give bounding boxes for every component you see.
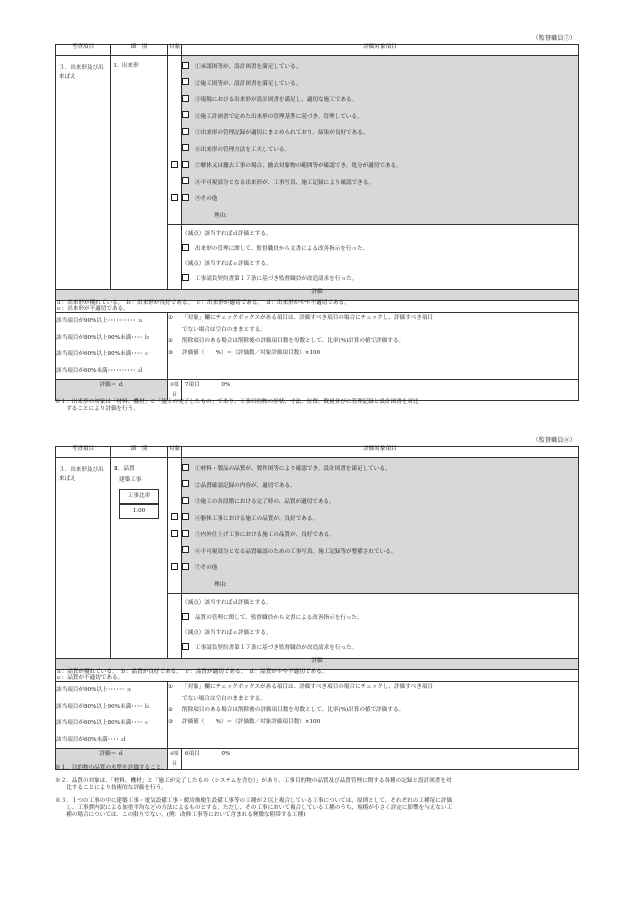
result-summary	[182, 380, 579, 401]
result-count: 0項目	[168, 380, 182, 401]
grade-criteria	[56, 313, 168, 380]
eval-item: ①材料・製品の品質が、製作図等により確認でき、設計図書を満足している。	[182, 461, 578, 478]
result-total: 6項目	[185, 751, 200, 758]
reason-label: 理由：	[214, 581, 231, 588]
evaluation-legend	[56, 301, 579, 313]
eval-item: ②品質確認記録の内容が、適切である。	[182, 478, 578, 495]
legend-line: ａ：出来形が優れている。 ｂ：出来形が良好である。 ｃ：出来形が適切である。 ｄ：出来形がやや不適切である。	[56, 300, 350, 306]
grade-line: 該当項目が90%以上･･････････ ａ	[56, 318, 143, 325]
deduction-item: 工事請負契約書第１７条に基づき監督職員が改造請求を行った。	[182, 272, 578, 287]
evaluation-legend	[56, 670, 579, 682]
col-header-item: 考査項目	[56, 45, 111, 56]
grade-line: 該当項目が80%以上90%未満････ ｂ	[56, 703, 150, 710]
deduction-checkbox[interactable]	[182, 244, 189, 251]
col-header-detail: 細 別	[111, 45, 168, 56]
eval-item: ⑤出来形の管理記録が適切にまとめられており、結果が良好である。	[182, 125, 578, 142]
note-line: ② 削除項目のある場合は削除後の評価項目数を母数として、比率(%)計算の値で評価する。	[168, 338, 405, 345]
category-cell: ３．出来形及び出来ばえ	[56, 458, 111, 659]
item-checkbox[interactable]	[182, 194, 189, 201]
evaluation-notes	[168, 682, 579, 749]
item-checkbox[interactable]	[182, 513, 189, 520]
footnote-line: 種の場合については、この限りでない。(例：改修工事等において含まれる軽微な附帯する工種)	[55, 811, 306, 818]
result-percent: 0%	[221, 382, 231, 389]
eval-item: ⑤内外仕上げ工事における施工の品質が、良好である。	[182, 527, 578, 544]
footnotes-2	[55, 765, 578, 819]
grade-criteria	[56, 682, 168, 749]
footnote-line: することにより評価を行う。	[55, 405, 139, 412]
note-line: でない場合は空白のままとする。	[182, 695, 266, 702]
target-checkbox-column	[168, 56, 182, 225]
col-header-eval-items: 評価対象項目	[182, 45, 579, 56]
footnotes-1	[55, 399, 578, 413]
col-header-item: 考査項目	[56, 447, 111, 458]
section-header: （監督職員⑧）	[532, 437, 576, 444]
eval-item: ⑥不可視部分となる品質確認のための工事写真、施工記録等が整備されている。	[182, 544, 578, 561]
col-header-detail: 細 別	[111, 447, 168, 458]
eval-item: ⑦その他	[182, 560, 578, 577]
subcategory-cell	[111, 458, 168, 659]
item-checkbox[interactable]	[182, 546, 189, 553]
item-checkbox[interactable]	[182, 563, 189, 570]
result-label: 評価＝ ｄ	[56, 749, 168, 770]
evaluation-notes	[168, 313, 579, 380]
evaluation-title: 評価	[56, 290, 579, 301]
target-checkbox[interactable]	[171, 530, 178, 537]
deduction-note: （減点）該当すればｄ評価とする。	[182, 231, 272, 237]
grade-line: 該当項目が90%以上･･････ ａ	[56, 687, 132, 694]
eval-item: ⑨その他	[182, 191, 578, 208]
footnote-line: ※１．出来形の対象は「材料、機材」と「施工の完了したもの」であり、工事目的物の形状、寸法、位置、数量並びに管理記録と設計図書を対比	[55, 399, 419, 405]
col-header-eval-items: 評価対象項目	[182, 447, 579, 458]
result-percent: 0%	[221, 751, 231, 758]
ratio-label: 工事比率	[119, 489, 159, 504]
eval-items-cell	[182, 458, 579, 594]
target-checkbox[interactable]	[171, 161, 178, 168]
deduction-item: 品質の管理に関して、監督職員から文書による改善指示を行った。	[182, 611, 578, 626]
deduction-note: （減点）該当すればｅ評価とする。	[182, 630, 272, 636]
note-line: ③ 評価値（ %）＝（評価数／対象評価項目数）×100	[168, 349, 321, 356]
eval-item: ⑧不可視部分となる出来形が、工事写真、施工記録により確認できる。	[182, 175, 578, 192]
legend-line: ｅ：出来形が不適切である。	[56, 305, 129, 312]
item-checkbox[interactable]	[182, 480, 189, 487]
item-checkbox[interactable]	[182, 177, 189, 184]
grade-line: 該当項目が60%以上80%未満････ ｃ	[56, 351, 150, 358]
eval-item: ①承諾図等が、設計図書を満足している。	[182, 59, 578, 76]
target-checkbox[interactable]	[171, 194, 178, 201]
eval-item: ②施工図等が、設計図書を満足している。	[182, 76, 578, 93]
footnote-line: ※２．品質の対象は、「材料、機材」と「施工が完了したもの（システムを含む）」があり、工事目的物の品質及び品質管理に関する各種の記録と設計図書を対	[55, 777, 452, 784]
deduction-note: （減点）該当すればｄ評価とする。	[182, 600, 272, 606]
note-line: ② 削除項目のある場合は削除後の評価項目数を母数として、比率(%)計算の値で評価する。	[168, 707, 405, 714]
eval-items-cell	[182, 56, 579, 225]
item-checkbox[interactable]	[182, 530, 189, 537]
deduction-checkbox[interactable]	[182, 613, 189, 620]
deduction-item: 出来形の管理に関して、監督職員から文書による改善指示を行った。	[182, 242, 578, 257]
item-checkbox[interactable]	[182, 95, 189, 102]
subcategory-label: Ⅱ．品質	[114, 466, 135, 472]
item-checkbox[interactable]	[182, 497, 189, 504]
deduction-cell	[182, 225, 579, 290]
deduction-checkbox[interactable]	[182, 274, 189, 281]
subcategory-cell: Ⅰ．出来形	[111, 56, 168, 290]
col-header-target: 対象	[168, 447, 182, 458]
deduction-note: （減点）該当すればｅ評価とする。	[182, 261, 272, 267]
deduction-checkbox[interactable]	[182, 643, 189, 650]
deduction-cell	[182, 594, 579, 659]
target-checkbox[interactable]	[171, 513, 178, 520]
note-line: でない場合は空白のままとする。	[182, 326, 266, 333]
item-checkbox[interactable]	[182, 62, 189, 69]
eval-item: ⑦解体又は撤去工事の場合、撤去対象物の範囲等が確認でき、処分が適切である。	[182, 158, 578, 175]
grade-line: 該当項目が60%以上80%未満････ ｃ	[56, 720, 150, 727]
eval-item: ⑥出来形の管理方法を工夫している。	[182, 142, 578, 159]
reason-label: 理由：	[214, 212, 231, 219]
result-total: 7項目	[185, 382, 200, 389]
eval-item: ④躯体工事における施工の品質が、良好である。	[182, 511, 578, 528]
evaluation-title: 評価	[56, 659, 579, 670]
item-checkbox[interactable]	[182, 464, 189, 471]
note-line: ① 「対象」欄にチェックボックスがある項目は、評価すべき項目の場合にチェックし、評価すべき項目	[168, 684, 434, 691]
result-count: 0項目	[168, 749, 182, 770]
eval-item: ③施工の各段階における完了時の、品質が適切である。	[182, 494, 578, 511]
eval-item: ③現場における出来形が設計図書を満足し、適切な施工である。	[182, 92, 578, 109]
note-line: ③ 評価値（ %）＝（評価数／対象評価項目数）×100	[168, 718, 321, 725]
footnote-line: 比することにより技術的な評価を行う。	[55, 784, 167, 791]
item-checkbox[interactable]	[182, 161, 189, 168]
target-checkbox-column	[168, 458, 182, 594]
item-checkbox[interactable]	[182, 128, 189, 135]
deduction-item: 工事請負契約書第１７条に基づき監督職員が改造請求を行った。	[182, 641, 578, 656]
result-label: 評価＝ ｄ	[56, 380, 168, 401]
evaluation-form-1	[55, 44, 579, 401]
note-line: ① 「対象」欄にチェックボックスがある項目は、評価すべき項目の場合にチェックし、評価すべき項目	[168, 315, 434, 322]
legend-line: ａ：品質が優れている。 ｂ：品質が良好である。 ｃ：品質が適切である。 ｄ：品質がやや不適切である。	[56, 669, 328, 675]
evaluation-form-2	[55, 446, 579, 770]
section-header: （監督職員⑦）	[532, 35, 576, 42]
subcategory-detail: 建築工事	[119, 477, 142, 483]
item-checkbox[interactable]	[182, 144, 189, 151]
ratio-value[interactable]: 1.00	[119, 504, 159, 519]
footnote-line: ※３．１つの工事の中に建築工事・電気設備工事・暖房換衛生設備工事等の工種が２以上複合している工事については、原則として、それぞれの工種毎に評価	[55, 797, 452, 804]
footnote-line: ※１．目的物の品質の水準を評価すること。	[55, 765, 167, 771]
legend-line: ｅ：品質が不適切である。	[56, 674, 124, 681]
grade-line: 該当項目が60%未満････ ｄ	[56, 736, 127, 743]
item-checkbox[interactable]	[182, 111, 189, 118]
footnote-line: し、工事費内訳による加重平均などの方法によるものとする。ただし、その工事において複合している工種のうち、規模が小さく評定に影響を与えない工	[55, 804, 453, 811]
col-header-target: 対象	[168, 45, 182, 56]
grade-line: 該当項目が80%以上90%未満････ ｂ	[56, 334, 150, 341]
category-cell: ３．出来形及び出来ばえ	[56, 56, 111, 290]
eval-item: ④施工計画書で定めた出来形の管理基準に基づき、管理している。	[182, 109, 578, 126]
grade-line: 該当項目が60%未満･･････････ ｄ	[56, 367, 143, 374]
target-checkbox[interactable]	[171, 563, 178, 570]
item-checkbox[interactable]	[182, 78, 189, 85]
